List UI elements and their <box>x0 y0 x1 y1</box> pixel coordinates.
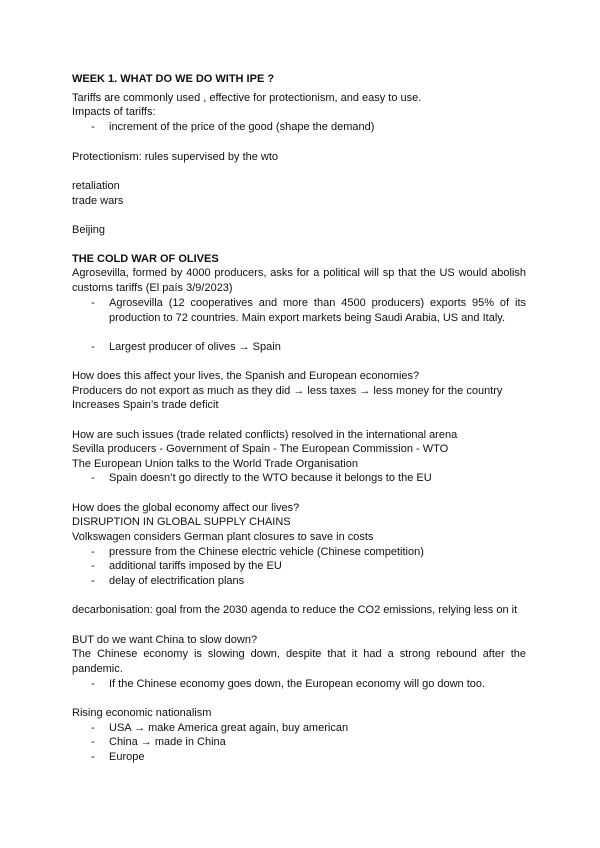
bullet-text: If the Chinese economy goes down, the European economy will go down too. <box>109 678 486 690</box>
heading-week1: WEEK 1. WHAT DO WE DO WITH IPE ? <box>72 73 275 85</box>
text-line: Increases Spain’s trade deficit <box>72 399 219 411</box>
bullet-text: increment of the price of the good (shape the demand) <box>109 121 375 133</box>
text-line: Beijing <box>72 224 106 236</box>
text-line: How does this affect your lives, the Spanish and European economies? <box>72 370 420 382</box>
dash-bullet-icon: - <box>91 121 95 133</box>
text-line: Protectionism: rules supervised by the wto <box>72 151 279 163</box>
bullet-text: pressure from the Chinese electric vehicle (Chinese competition) <box>109 546 424 558</box>
dash-bullet-icon: - <box>91 678 95 690</box>
bullet-text: Largest producer of olives → Spain <box>109 341 281 353</box>
text-line: trade wars <box>72 195 124 207</box>
text-line: retaliation <box>72 180 120 192</box>
text-line: Producers do not export as much as they did → less taxes → less money for the country <box>72 385 503 397</box>
bullet-text: USA → make America great again, buy american <box>109 722 349 734</box>
text-line: How does the global economy affect our lives? <box>72 502 300 514</box>
paragraph: Agrosevilla, formed by 4000 producers, asks for a political will sp that the US would abolish customs tariffs (El país 3/9/2023) <box>72 267 526 294</box>
dash-bullet-icon: - <box>91 736 95 748</box>
heading-cold-war-olives: THE COLD WAR OF OLIVES <box>72 253 219 265</box>
dash-bullet-icon: - <box>91 472 95 484</box>
dash-bullet-icon: - <box>91 722 95 734</box>
text-line: Rising economic nationalism <box>72 707 212 719</box>
text-line: Sevilla producers - Government of Spain - The European Commission - WTO <box>72 443 449 455</box>
bullet-text: Agrosevilla (12 cooperatives and more than 4500 producers) exports 95% of its production to 72 countries. Main export markets being Saudi Arabia, US and Italy. <box>109 297 526 324</box>
dash-bullet-icon: - <box>91 341 95 353</box>
text-line: The European Union talks to the World Trade Organisation <box>72 458 358 470</box>
text-line: DISRUPTION IN GLOBAL SUPPLY CHAINS <box>72 516 291 528</box>
bullet-text: Europe <box>109 751 145 763</box>
text-line: Impacts of tariffs: <box>72 106 156 118</box>
dash-bullet-icon: - <box>91 560 95 572</box>
paragraph: The Chinese economy is slowing down, despite that it had a strong rebound after the pandemic. <box>72 648 526 675</box>
text-line: decarbonisation: goal from the 2030 agenda to reduce the CO2 emissions, relying less on it <box>72 604 518 616</box>
dash-bullet-icon: - <box>91 297 95 309</box>
text-line: Tariffs are commonly used , effective for protectionism, and easy to use. <box>72 92 422 104</box>
text-line: How are such issues (trade related conflicts) resolved in the international arena <box>72 429 458 441</box>
text-line: BUT do we want China to slow down? <box>72 634 258 646</box>
dash-bullet-icon: - <box>91 575 95 587</box>
bullet-text: delay of electrification plans <box>109 575 245 587</box>
text-line: Volkswagen considers German plant closures to save in costs <box>72 531 374 543</box>
dash-bullet-icon: - <box>91 546 95 558</box>
bullet-text: China → made in China <box>109 736 226 748</box>
bullet-text: Spain doesn’t go directly to the WTO because it belongs to the EU <box>109 472 432 484</box>
bullet-text: additional tariffs imposed by the EU <box>109 560 282 572</box>
dash-bullet-icon: - <box>91 751 95 763</box>
